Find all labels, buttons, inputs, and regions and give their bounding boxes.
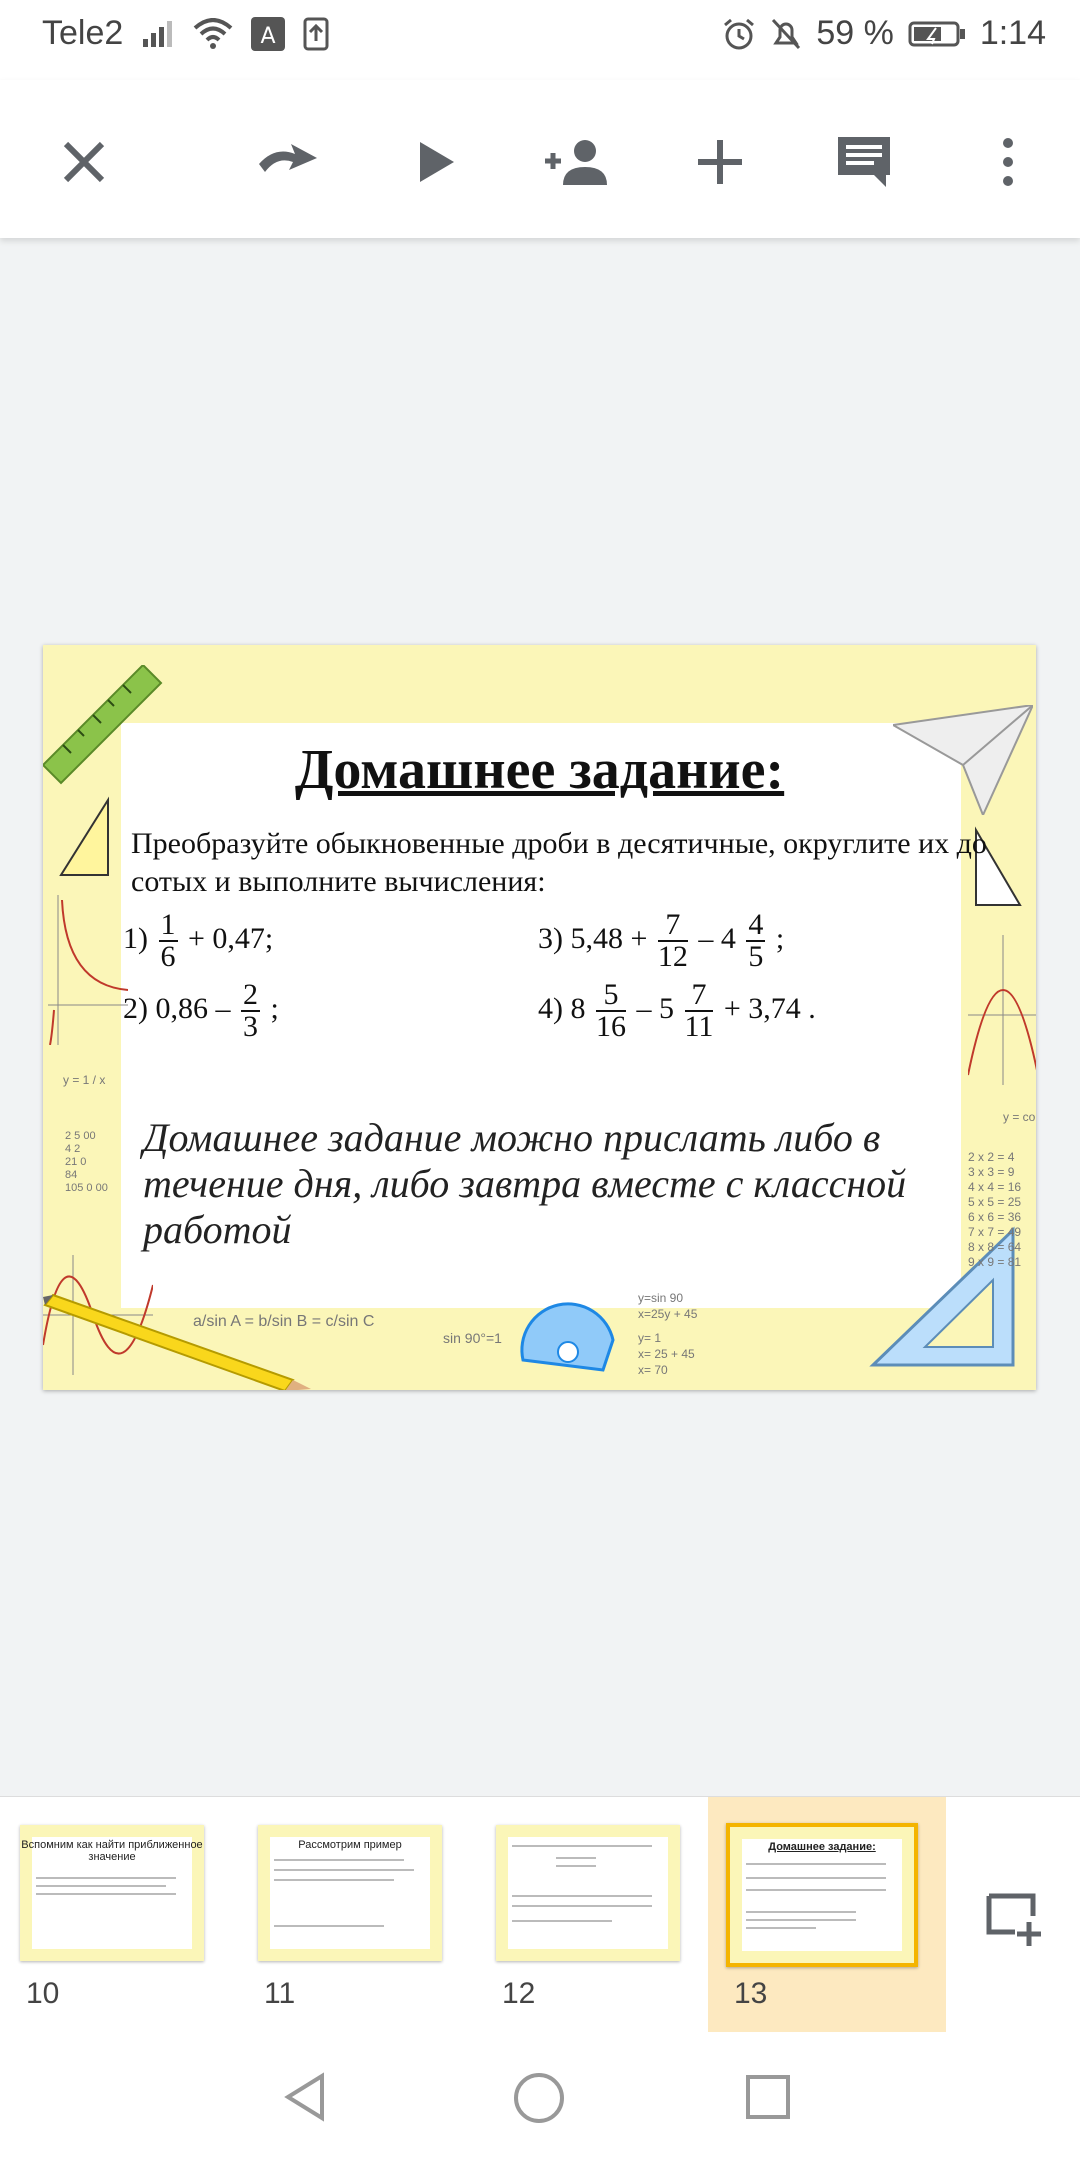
fraction: $\frac{5}{16}$	[596, 978, 626, 1043]
multiplication-table: 2 x 2 = 4 3 x 3 = 9 4 x 4 = 16 5 x 5 = 25 6 x 6 = 36 7 x 7 = 49 8 x 8 = 64 9 x 9 = 81	[968, 1150, 1022, 1269]
fraction: $\frac{1}{6}$	[160, 908, 176, 973]
slide-number: 13	[734, 1977, 768, 2010]
slide-thumbnail-13-selected[interactable]	[708, 1797, 946, 2033]
fraction: $\frac{7}{11}$	[684, 978, 714, 1043]
comment-button[interactable]	[824, 122, 904, 202]
add-person-icon	[541, 137, 611, 187]
graph-label-1x: y = 1 / x	[63, 1073, 106, 1087]
status-bar	[0, 0, 1080, 80]
slide-thumbnail-10[interactable]	[0, 1797, 238, 2033]
slide-number: 12	[502, 1977, 536, 2010]
pencil-icon	[43, 1285, 313, 1390]
hyperbola-graph-icon	[48, 895, 128, 1045]
system-equations-2: y= 1 x= 25 + 45 x= 70	[638, 1331, 695, 1377]
task-text: Преобразуйте обыкновенные дроби в десятичные, округлите их до сотых и выполните вычисления:	[131, 827, 987, 898]
sine-law-text: a/sin A = b/sin B = c/sin C	[193, 1313, 375, 1330]
mute-bell-icon	[770, 17, 802, 51]
undo-button[interactable]	[248, 122, 328, 202]
add-button[interactable]	[680, 122, 760, 202]
slide-number: 11	[264, 1977, 296, 2010]
thumbnail-image: Рассмотрим пример	[258, 1825, 442, 1961]
share-button[interactable]	[536, 122, 616, 202]
column-division: 2 5 00 4 2 21 0 84 105 0 00	[65, 1130, 108, 1194]
alarm-icon	[722, 17, 756, 51]
new-slide-button[interactable]	[980, 1885, 1050, 1955]
sin90-text: sin 90°=1	[443, 1330, 502, 1346]
add-icon	[695, 137, 745, 187]
triangle-figure-icon	[53, 795, 123, 885]
graph-label-cos: y = co	[1003, 1110, 1036, 1124]
clock: 1:14	[979, 14, 1046, 52]
present-button[interactable]	[396, 122, 476, 202]
more-icon	[1001, 137, 1015, 187]
play-icon	[414, 138, 458, 186]
expression-4: 4) 8 $\frac{5}{16}$ – 5 $\frac{7}{11}$ + 3,74 .	[538, 978, 816, 1043]
back-triangle-icon	[282, 2072, 328, 2122]
slide-thumbnail-12[interactable]	[476, 1797, 714, 2033]
close-icon	[60, 138, 108, 186]
more-button[interactable]	[968, 122, 1048, 202]
expression-1: 1) $\frac{1}{6}$ + 0,47;	[123, 908, 274, 973]
back-button[interactable]	[282, 2072, 328, 2127]
signal-icon	[141, 19, 175, 49]
recents-button[interactable]	[745, 2074, 791, 2125]
wifi-icon	[193, 18, 233, 50]
upload-icon	[303, 17, 329, 51]
thumbnail-image	[496, 1825, 680, 1961]
slide-thumbnail-11[interactable]	[238, 1797, 476, 2033]
expression-2: 2) 0,86 – $\frac{2}{3}$ ;	[123, 978, 279, 1043]
expression-3: 3) 5,48 + $\frac{7}{12}$ – 4 $\frac{4}{5}$ ;	[538, 908, 785, 973]
comment-icon	[834, 133, 894, 191]
homework-note: Домашнее задание можно прислать либо в течение дня, либо завтра вместе с классной работой	[143, 1115, 907, 1252]
battery-icon	[908, 19, 966, 49]
font-app-icon	[251, 17, 285, 51]
top-toolbar	[0, 80, 1080, 238]
fraction: $\frac{2}{3}$	[243, 978, 258, 1043]
cosine-graph-icon	[968, 935, 1036, 1085]
add-slide-icon	[985, 1892, 1045, 1948]
battery-percent: 59 %	[816, 14, 894, 52]
home-circle-icon	[513, 2072, 565, 2124]
slide-number: 10	[26, 1977, 60, 2010]
protractor-icon	[513, 1290, 623, 1380]
fraction: $\frac{4}{5}$	[748, 908, 764, 973]
close-button[interactable]	[44, 122, 124, 202]
system-nav-bar	[0, 2032, 1080, 2160]
slide-thumbnail-strip	[0, 1796, 1080, 2033]
system-equations-1: y=sin 90 x=25y + 45	[638, 1291, 698, 1321]
home-button[interactable]	[513, 2072, 565, 2129]
fraction: $\frac{7}{12}$	[657, 908, 688, 973]
svg-text:A: A	[260, 23, 276, 49]
slide-title: Домашнее задание:	[294, 739, 785, 801]
thumbnail-image: Домашнее задание:	[726, 1823, 918, 1967]
thumbnail-image: Вспомним как найти приближенное значение	[20, 1825, 204, 1961]
recents-square-icon	[745, 2074, 791, 2120]
undo-icon	[255, 142, 321, 182]
slide-canvas[interactable]	[43, 645, 1036, 1390]
carrier-label: Tele2	[42, 14, 124, 52]
